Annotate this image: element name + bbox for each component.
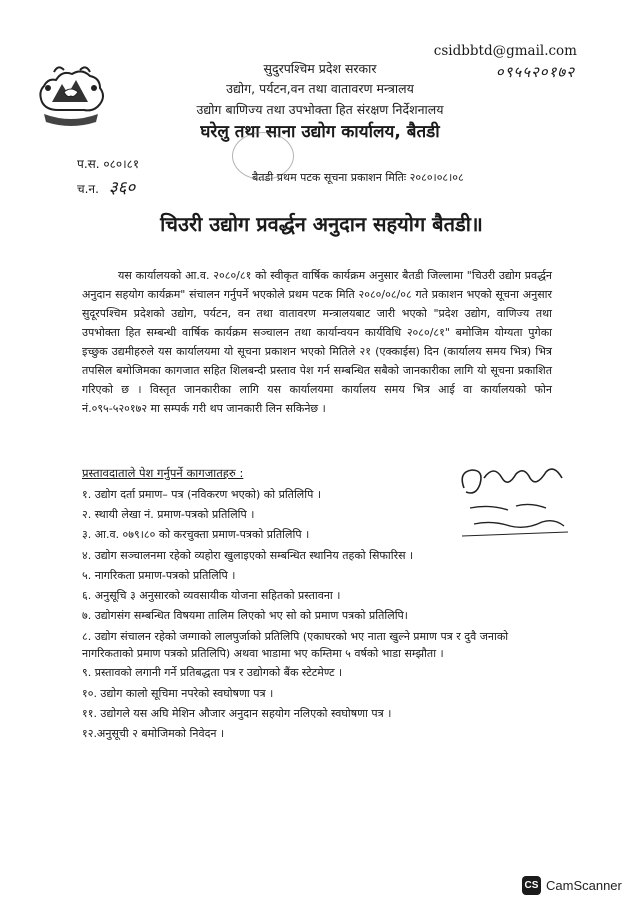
list-item: ४. उद्योग सञ्चालनमा रहेको व्यहोरा खुलाइएको सम्बन्धित स्थानिय तहको सिफारिस । xyxy=(82,548,414,562)
list-item: १. उद्योग दर्ता प्रमाण– पत्र (नविकरण भएको) को प्रतिलिपि । xyxy=(82,488,322,501)
list-item: १२.अनुसूची २ बमोजिमको निवेदन । xyxy=(82,727,225,741)
list-item: ६. अनुसूचि ३ अनुसारको व्यवसायीक योजना सहितको प्रस्तावना । xyxy=(82,589,341,603)
list-item: ९. प्रस्तावको लगानी गर्ने प्रतिबद्धता पत्र र उद्योगको बैंक स्टेटमेण्ट । xyxy=(82,666,343,680)
header-line-office: घरेलु तथा साना उद्योग कार्यालय, बैतडी xyxy=(200,122,440,142)
documents-list xyxy=(82,485,562,744)
list-item: १०. उद्योग कालो सूचिमा नपरेको स्वघोषणा पत्र । xyxy=(82,686,274,700)
letter-cn-number xyxy=(77,175,135,198)
camscanner-watermark xyxy=(522,876,622,895)
list-item: ७. उद्योगसंग सम्बन्धित विषयमा तालिम लिएको भए सो को प्रमाण पत्रको प्रतिलिपि। xyxy=(82,609,408,623)
header-line-ministry: उद्योग, पर्यटन,वन तथा वातावरण मन्त्रालय xyxy=(226,81,414,96)
documents-heading: प्रस्तावदाताले पेश गर्नुपर्ने कागजातहरु : xyxy=(82,466,244,480)
header-line-directorate: उद्योग बाणिज्य तथा उपभोक्ता हित संरक्षण निर्देशनालय xyxy=(196,102,444,117)
list-item: ११. उद्योगले यस अघि मेशिन औजार अनुदान सहयोग नलिएको स्वघोषणा पत्र । xyxy=(82,706,392,720)
header-line-government: सुदुरपश्चिम प्रदेश सरकार xyxy=(263,61,377,76)
publication-date: बैतडी प्रथम पटक सूचना प्रकाशन मितिः २०८०।०८।०८ xyxy=(252,171,464,184)
handwritten-phone-number: ०९५५२०१७२ xyxy=(495,63,575,81)
notice-body xyxy=(82,266,552,418)
list-item: २. स्थायी लेखा नं. प्रमाण-पत्रको प्रतिलिपि । xyxy=(82,508,255,522)
list-item: ३. आ.व. ०७९।८० को करचुक्ता प्रमाण-पत्रको प्रतिलिपि । xyxy=(82,528,310,542)
office-email: csidbbtd@gmail.com xyxy=(433,43,577,59)
letter-ps-number xyxy=(77,155,139,172)
cn-value: ३६० xyxy=(108,178,136,198)
camscanner-logo-icon: CS xyxy=(522,876,541,895)
camscanner-label: CamScanner xyxy=(546,878,622,893)
list-item: ५. नागरिकता प्रमाण-पत्रको प्रतिलिपि । xyxy=(82,568,236,582)
ps-value: ०८०।८१ xyxy=(103,157,140,171)
ps-label: प.स. xyxy=(77,157,100,171)
nepal-emblem-icon xyxy=(34,62,108,132)
cn-label: च.न. xyxy=(77,182,99,196)
list-item: ८. उद्योग संचालन रहेको जग्गाको लालपुर्जाको प्रतिलिपि (एकाघरको भए नाता खुल्ने प्रमाण पत्र र दुवै जनाको नागरिकताको प्रमाण पत्रको प्रतिलिपि) अथवा भाडामा भए कम्तिमा ५ वर्षको भाडा सम्झौता । xyxy=(82,630,509,661)
notice-body-text: यस कार्यालयको आ.व. २०८०/८१ को स्वीकृत वार्षिक कार्यक्रम अनुसार बैतडी जिल्लामा "चिउरी उद्योग प्रवर्द्धन अनुदान सहयोग कार्यक्रम" संचालन गर्नुपर्ने भएकोले प्रथम पटक मिति २०८०/०८/०८ गते प्रकाशन भएको सूचना अनुसार सुदूरपश्चिम प्रदेशको उद्योग, पर्यटन, वन तथा वातावरण मन्त्रालयबाट जारी भएको "प्रदेश उद्योग, वाणिज्य तथा उपभोक्ता हित सम्बन्धी वार्षिक कार्यक्रम सञ्चालन तथा कार्यान्वयन कार्यविधि २०८०/८१" बमोजिम योग्यता पुगेका इच्छुक उद्यमीहरुले यस कार्यालयमा यो सूचना प्रकाशन भएको मितिले २१ (एक्काईस) दिन (कार्यालय समय भित्र) भित्र तपसिल बमोजिमका कागजात सहित शिलबन्दी प्रस्ताव पेश गर्न सम्बन्धित सबैको जानकारीका लागि यो सूचना प्रकाशित गरिएको छ । विस्तृत जानकारीका लागि यस कार्यालयमा कार्यालय समय भित्र आई वा कार्यालयको फोन नं.०९५-५२०१७२ मा सम्पर्क गरी थप जानकारी लिन सकिनेछ । xyxy=(82,269,552,415)
notice-title: चिउरी उद्योग प्रवर्द्धन अनुदान सहयोग बैतडी॥ xyxy=(160,212,483,236)
